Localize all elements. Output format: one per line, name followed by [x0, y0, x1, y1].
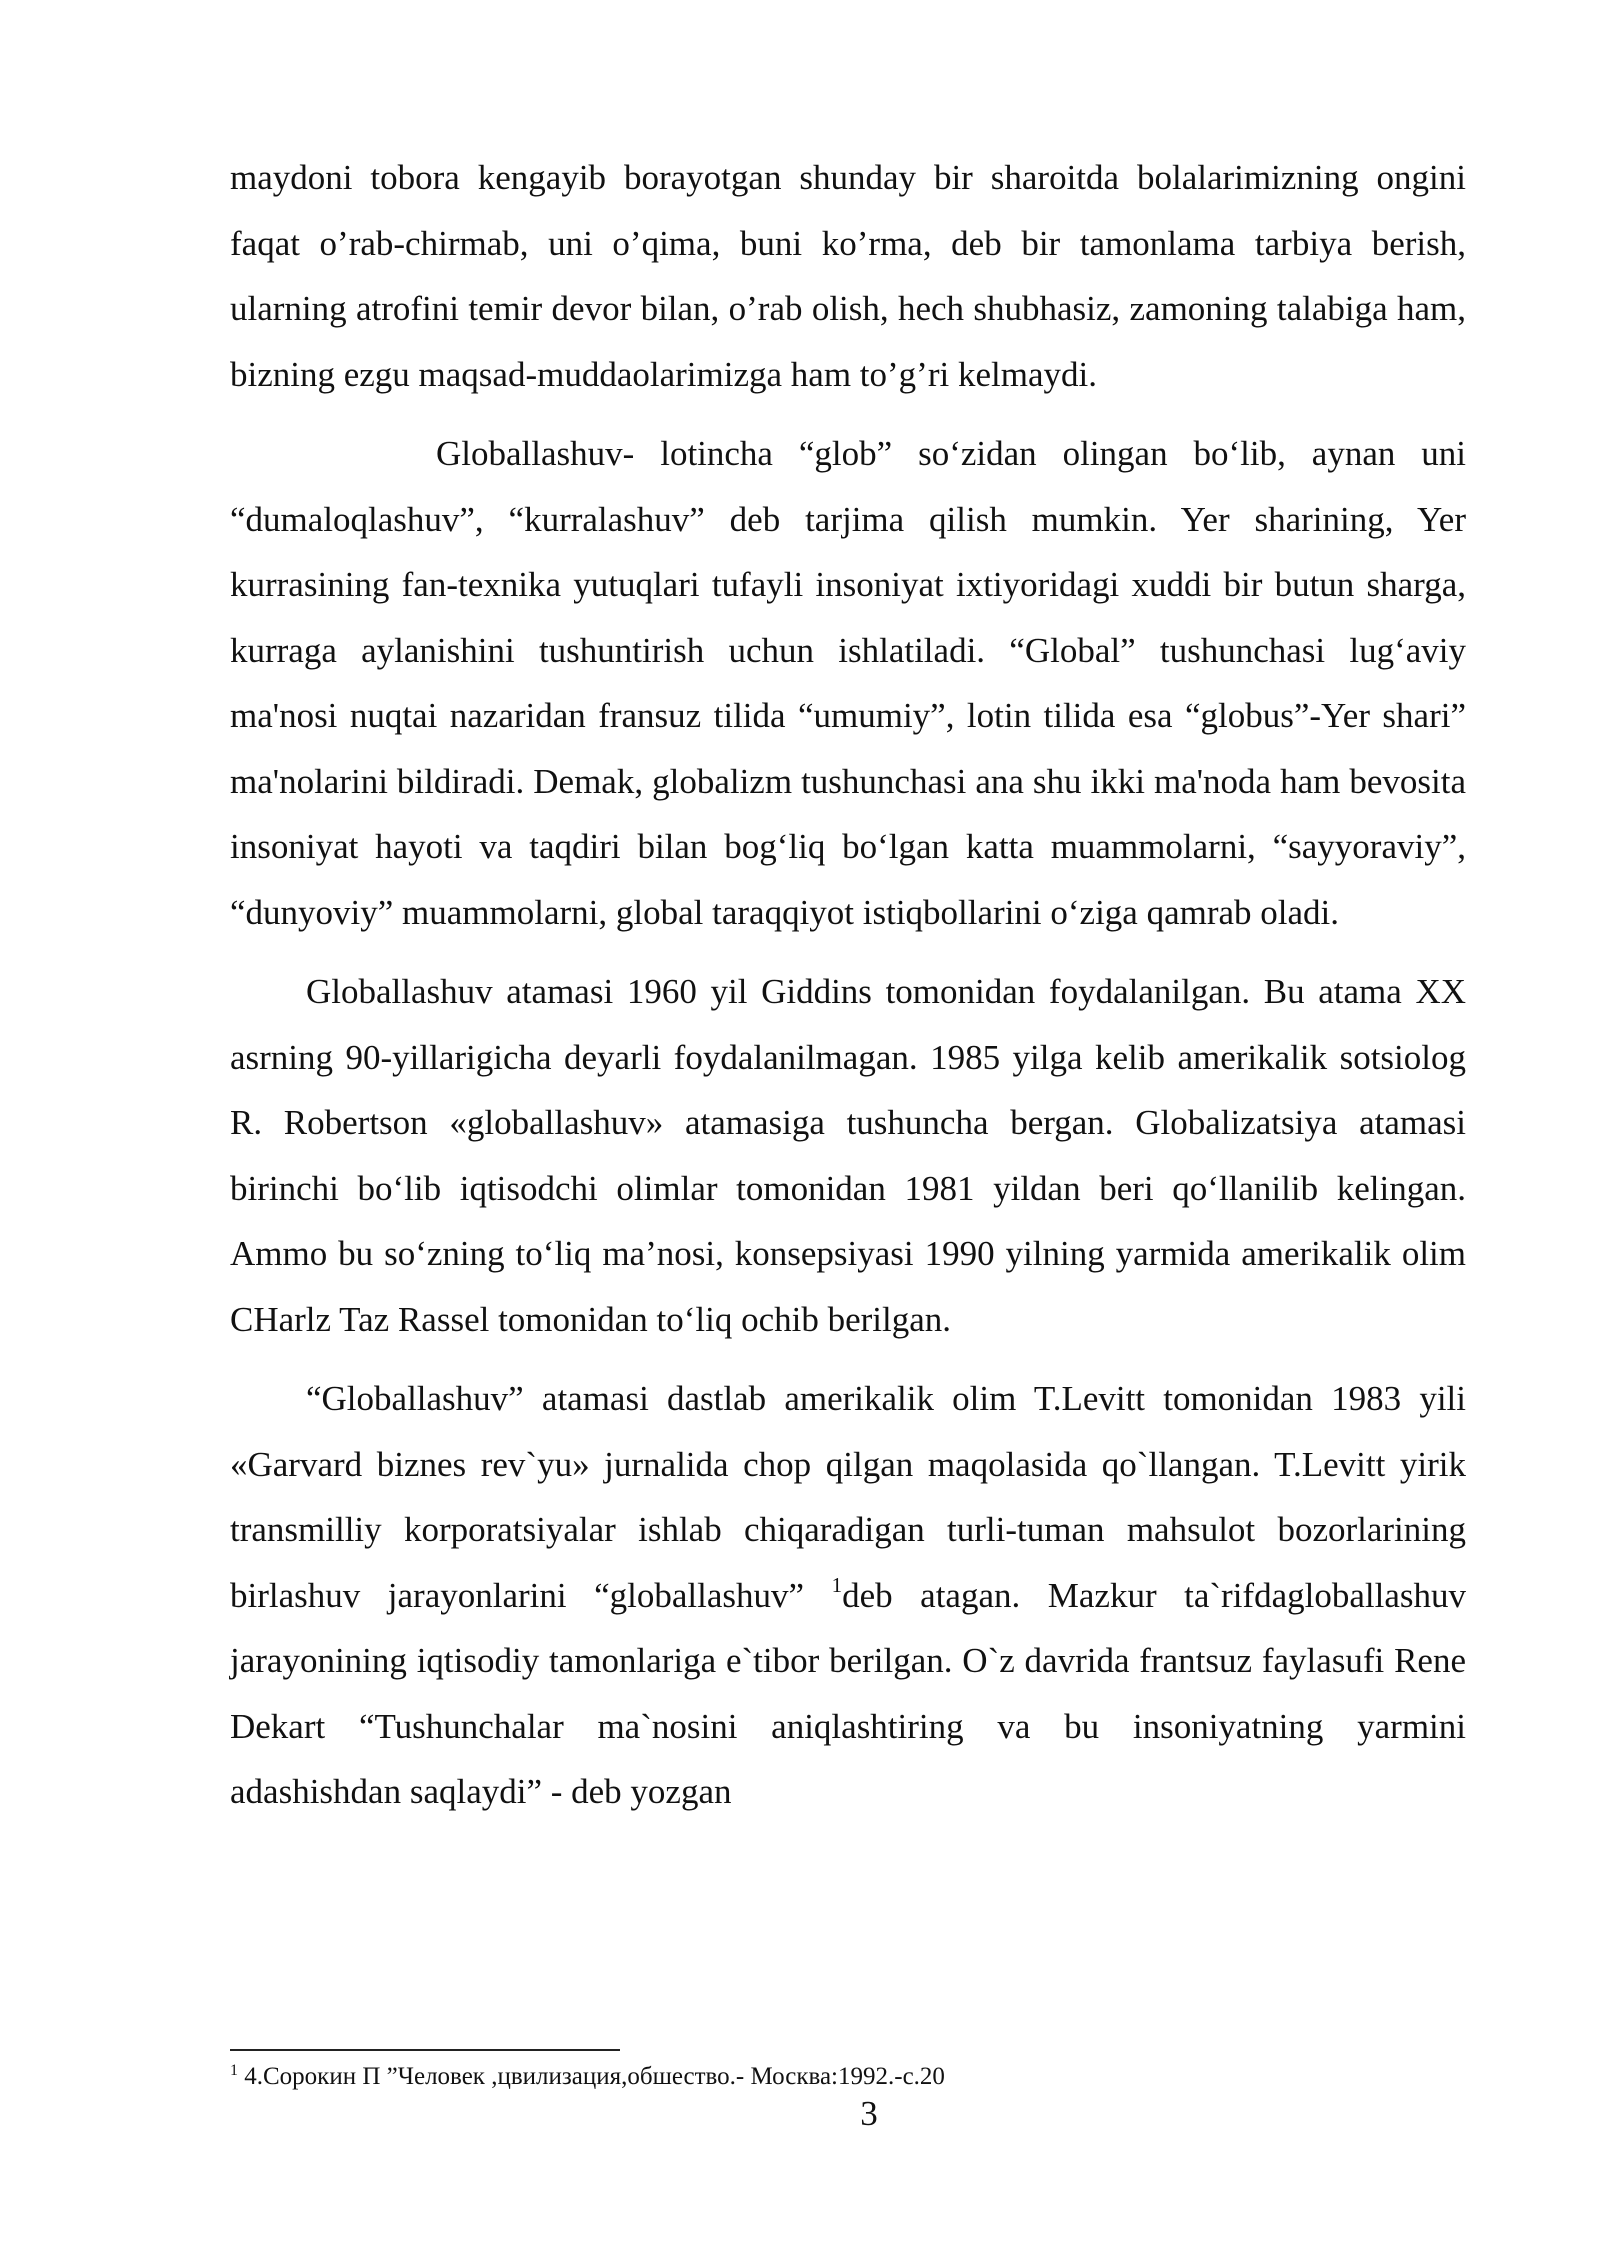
footnote-number: 1: [230, 2062, 238, 2079]
paragraph-1: maydoni tobora kengayib borayotgan shunday bir sharoitda bolalarimizning ongini faqat o’rab-chirmab, uni o’qima, buni ko’rma, deb bir tamonlama tarbiya berish, ularning atrofini temir devor bilan, o’rab olish, hech shubhasiz, zamoning talabiga ham, bizning ezgu maqsad-muddaolarimizga ham to’g’ri kelmaydi.: [230, 158, 1466, 394]
footnote-separator: [230, 2049, 620, 2051]
footnote: [230, 2060, 945, 2094]
footnote-text: 4.Сорокин П ”Человек ,цвилизация,обшество.- Москва:1992.-с.20: [238, 2063, 945, 2090]
body-text: [230, 145, 1466, 1825]
paragraph-4: [230, 1366, 1466, 1825]
paragraph-3: Globallashuv atamasi 1960 yil Giddins tomonidan foydalanilgan. Bu atama XX asrning 90-yillarigicha deyarli foydalanilmagan. 1985 yilga kelib amerikalik sotsiolog R. Robertson «globallashuv» atamasiga tushuncha bergan. Globalizatsiya atamasi birinchi bo‘lib iqtisodchi olimlar tomonidan 1981 yildan beri qo‘llanilib kelingan. Ammo bu so‘zning to‘liq ma’nosi, konsepsiyasi 1990 yilning yarmida amerikalik olim CHarlz Taz Rassel tomonidan to‘liq ochib berilgan.: [230, 972, 1466, 1339]
footnote-reference[interactable]: 1: [831, 1572, 843, 1597]
paragraph-2: Globallashuv- lotincha “glob” so‘zidan olingan bo‘lib, aynan uni “dumaloqlashuv”, “kurralashuv” deb tarjima qilish mumkin. Yer sharining, Yer kurrasining fan-texnika yutuqlari tufayli insoniyat ixtiyoridagi xuddi bir butun sharga, kurraga aylanishini tushuntirish uchun ishlatiladi. “Global” tushunchasi lug‘aviy ma'nosi nuqtai nazaridan fransuz tilida “umumiy”, lotin tilida esa “globus”-Yer shari” ma'nolarini bildiradi. Demak, globalizm tushunchasi ana shu ikki ma'noda ham bevosita insoniyat hayoti va taqdiri bilan bog‘liq bo‘lgan katta muammolarni, “sayyoraviy”, “dunyoviy” muammolarni, global taraqqiyot istiqbollarini o‘ziga qamrab oladi.: [230, 434, 1466, 932]
paragraph-4-text-start: “Globallashuv” atamasi dastlab amerikalik olim T.Levitt tomonidan 1983 yili «Garvard biznes rev`yu» jurnalida chop qilgan maqolasida qo`llangan. T.Levitt yirik transmilliy korporatsiyalar ishlab chiqaradigan turli-tuman mahsulot bozorlarining birlashuv jarayonlarini “globallashuv”: [230, 1379, 1466, 1615]
page-number: 3: [860, 2094, 878, 2133]
paragraph-4-text-end: deb atagan. Mazkur ta`rifdagloballashuv jarayonining iqtisodiy tamonlariga e`tibor berilgan. O`z davrida frantsuz faylasufi Rene Dekart “Tushunchalar ma`nosini aniqlashtiring va bu insoniyatning yarmini adashishdan saqlaydi” - deb yozgan: [230, 1575, 1466, 1811]
